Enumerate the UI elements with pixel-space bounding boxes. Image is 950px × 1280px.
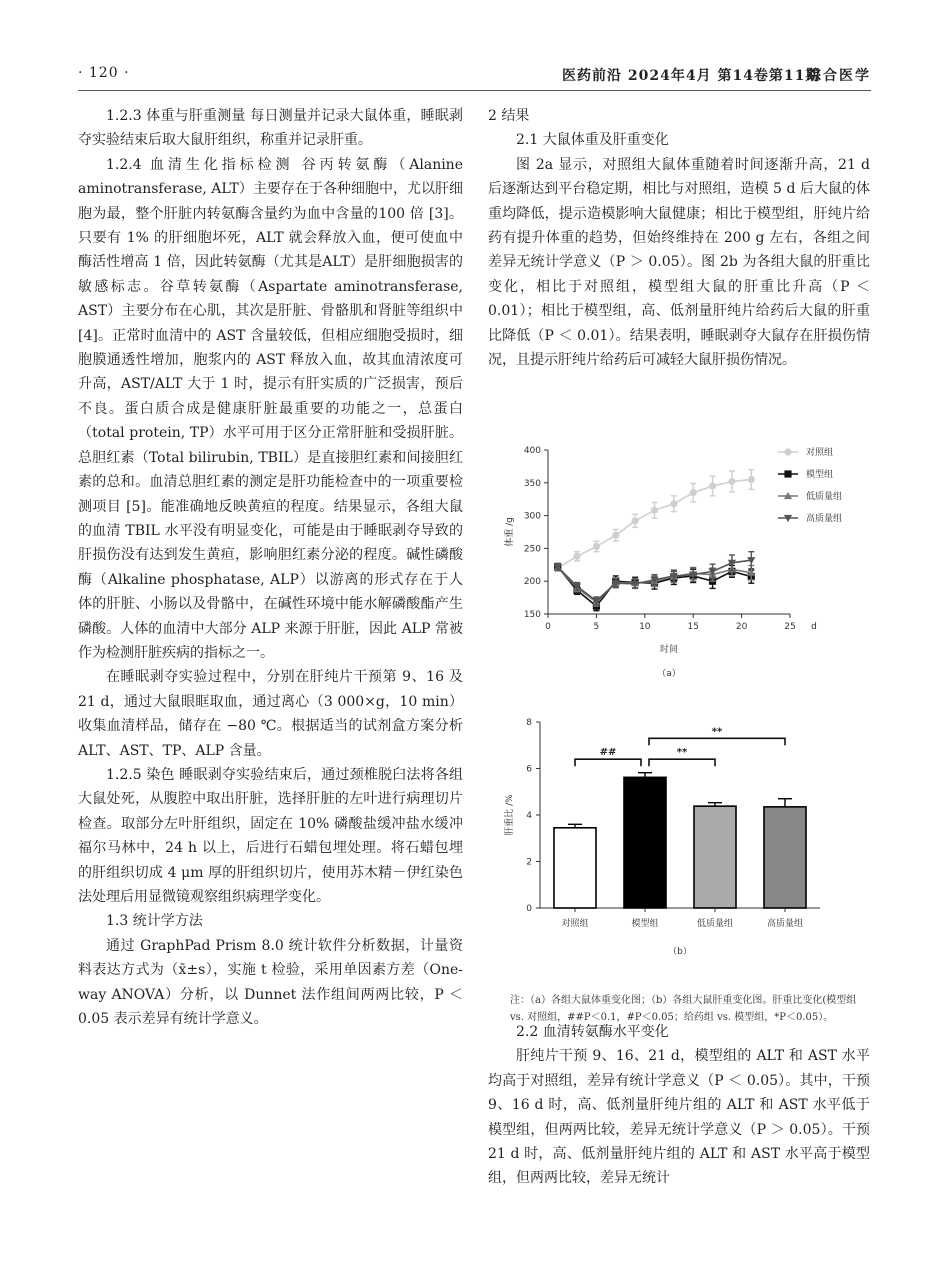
x-tick-label: 10	[639, 622, 651, 632]
y-tick-label: 6	[526, 764, 532, 775]
y-tick-label: 250	[523, 544, 541, 555]
y-tick-label: 300	[523, 511, 541, 522]
significance-bracket	[649, 759, 715, 766]
significance-bracket	[575, 759, 641, 766]
data-point	[709, 482, 716, 489]
data-point	[573, 553, 580, 560]
x-tick-label: 25	[784, 622, 796, 632]
liver-ratio-chart	[490, 712, 870, 962]
paragraph: 2.1 大鼠体重及肝重变化	[516, 132, 669, 149]
x-tick-label: 0	[545, 622, 551, 632]
x-tick-label: 低质量组	[696, 919, 734, 929]
y-tick-label: 2	[526, 857, 532, 868]
data-point	[632, 517, 639, 524]
y-tick-label: 4	[526, 811, 532, 821]
y-axis-label: 肝重比 /%	[505, 794, 515, 836]
data-point	[784, 470, 791, 477]
data-point	[690, 489, 697, 496]
page-header	[78, 62, 871, 91]
right-column	[488, 104, 870, 372]
page-number: · 120 ·	[78, 65, 130, 81]
paragraph: 通过 GraphPad Prism 8.0 统计软件分析数据，计量资料表达方式为（x̄±s），实施 t 检验，采用单因素方差（One-way ANOVA）分析，以 Dunnet 法作组间两两比较，P ＜ 0.05 表示差异有统计学意义。	[78, 937, 463, 1028]
y-axis-label: 体重 /g	[505, 517, 515, 547]
x-tick-label: 5	[593, 622, 600, 632]
paragraph: 1.2.5 染色 睡眠剥夺实验结束后，通过颈椎脱臼法将各组大鼠处死，从腹腔中取出肝脏，选择肝脏的左叶进行病理切片检查。取部分左叶肝组织，固定在 10% 磷酸盐缓冲盐水缓冲福尔马林中，24 h 以上，后进行石蜡包埋处理。将石蜡包埋的肝组织切成 4 μm 厚的肝组织切片，使用苏木精－伊红染色法处理后用显微镜观察组织病理学变化。	[78, 766, 463, 905]
data-point	[612, 532, 619, 539]
data-point	[651, 507, 658, 514]
bar	[554, 828, 596, 908]
x-axis-label: 时间	[659, 645, 679, 655]
paragraph: 在睡眠剥夺实验过程中，分别在肝纯片干预第 9、16 及 21 d，通过大鼠眼眶取血，通过离心（3 000×g，10 min）收集血清样品，储存在 −80 ℃。根据适当的试剂盒方案分析 ALT、AST、TP、ALP 含量。	[78, 669, 463, 759]
data-point	[784, 448, 791, 455]
figure-caption-b: （b）	[668, 947, 692, 957]
paragraph: 2.2 血清转氨酶水平变化	[516, 1024, 669, 1040]
x-tick-label: 20	[735, 622, 748, 632]
y-tick-label: 200	[523, 577, 541, 588]
bar	[624, 777, 666, 908]
y-tick-label: 350	[523, 478, 541, 489]
y-tick-label: 400	[523, 446, 541, 456]
section-name: 综合医学	[807, 68, 871, 84]
significance-label: **	[711, 726, 723, 738]
x-tick-label: 15	[687, 622, 699, 632]
right-column-lower	[488, 1020, 870, 1191]
paragraph: 图 2a 显示，对照组大鼠体重随着时间逐渐升高，21 d 后逐渐达到平台稳定期，相比与对照组，造模 5 d 后大鼠的体重均降低，提示造模影响大鼠健康；相比于模型组，肝纯片给药有提升体重的趋势，但始终维持在 200 g 左右，各组之间差异无统计学意义（P ＞ 0.05）。图 2b 为各组大鼠的肝重比变化，相比于对照组，模型组大鼠的肝重比升高（P ＜ 0.01）；相比于模型组，高、低剂量肝纯片给药后大鼠的肝重比降低（P ＜ 0.01）。结果表明，睡眠剥夺大鼠存在肝损伤情况，且提示肝纯片给药后可减轻大鼠肝损伤情况。	[488, 156, 870, 369]
body-weight-chart	[490, 432, 870, 682]
data-point	[728, 478, 735, 485]
bar	[764, 807, 806, 908]
significance-label: **	[676, 747, 688, 759]
left-column	[78, 104, 463, 1031]
journal-info: 医药前沿 2024年4月 第14卷第11期	[562, 68, 821, 84]
data-point	[748, 476, 755, 483]
bar	[694, 806, 736, 908]
paragraph: 1.2.3 体重与肝重测量 每日测量并记录大鼠体重，睡眠剥夺实验结束后取大鼠肝组织，称重并记录肝重。	[78, 108, 463, 149]
data-point	[593, 543, 600, 550]
figure-note: 注：（a）各组大鼠体重变化图；（b）各组大鼠肝重变化图。肝重比变化(模型组 vs. 对照组，##P＜0.1，#P＜0.05；给药组 vs. 模型组，*P＜0.05）。	[510, 995, 857, 1023]
legend-label: 对照组	[806, 448, 834, 458]
paragraph: 1.2.4 血清生化指标检测 谷丙转氨酶（Alanine aminotransferase, ALT）主要存在于各种细胞中，尤以肝细胞为最，整个肝脏内转氨酶含量约为血中含量的100 倍 [3]。只要有 1% 的肝细胞坏死，ALT 就会释放入血，便可使血中酶活性增高 1 倍，因此转氨酶（尤其是ALT）是肝细胞损害的敏感标志。谷草转氨酶（Aspartate aminotransferase, AST）主要分布在心肌，其次是肝脏、骨骼肌和肾脏等组织中 [4]。正常时血清中的 AST 含量较低，但相应细胞受损时，细胞膜通透性增加，胞浆内的 AST 释放入血，故其血清浓度可升高，AST/ALT 大于 1 时，提示有肝实质的广泛损害，预后不良。蛋白质合成是健康肝脏最重要的功能之一，总蛋白（total protein, TP）水平可用于区分正常肝脏和受损肝脏。总胆红素（Total bilirubin, TBIL）是直接胆红素和间接胆红素的总和。血清总胆红素的测定是肝功能检查中的一项重要检测项目 [5]。能准确地反映黄疸的程度。结果显示，各组大鼠的血清 TBIL 水平没有明显变化，可能是由于睡眠剥夺导致的肝损伤没有达到发生黄疸，影响胆红素分泌的程度。碱性磷酸酶（Alkaline phosphatase, ALP）以游离的形式存在于人体的肝脏、小肠以及骨骼中，在碱性环境中能水解磷酸酯产生磷酸。人体的血清中大部分 ALP 来源于肝脏，因此 ALP 常被作为检测肝脏疾病的指标之一。	[78, 156, 463, 661]
data-point	[670, 500, 677, 507]
y-tick-label: 0	[526, 904, 532, 914]
paragraph: 2 结果	[488, 108, 530, 124]
x-unit-label: d	[811, 622, 817, 632]
significance-bracket	[649, 738, 785, 745]
legend-label: 高质量组	[806, 514, 843, 524]
y-tick-label: 150	[523, 610, 541, 620]
legend-label: 模型组	[806, 470, 834, 480]
figure-caption-a: （a）	[657, 669, 681, 679]
legend-label: 低质量组	[806, 492, 843, 502]
y-tick-label: 8	[526, 718, 532, 728]
paragraph: 1.3 统计学方法	[106, 913, 203, 930]
x-tick-label: 对照组	[561, 919, 589, 929]
significance-label: ##	[599, 747, 617, 759]
series-line	[558, 480, 752, 569]
x-tick-label: 模型组	[631, 919, 659, 929]
x-tick-label: 高质量组	[766, 919, 804, 929]
paragraph: 肝纯片干预 9、16、21 d，模型组的 ALT 和 AST 水平均高于对照组，差异有统计学意义（P ＜ 0.05）。其中，干预 9、16 d 时，高、低剂量肝纯片组的 ALT 和 AST 水平低于模型组，但两两比较，差异无统计学意义（P ＞ 0.05）。干预 21 d 时，高、低剂量肝纯片组的 ALT 和 AST 水平高于模型组，但两两比较，差异无统计	[488, 1048, 870, 1187]
